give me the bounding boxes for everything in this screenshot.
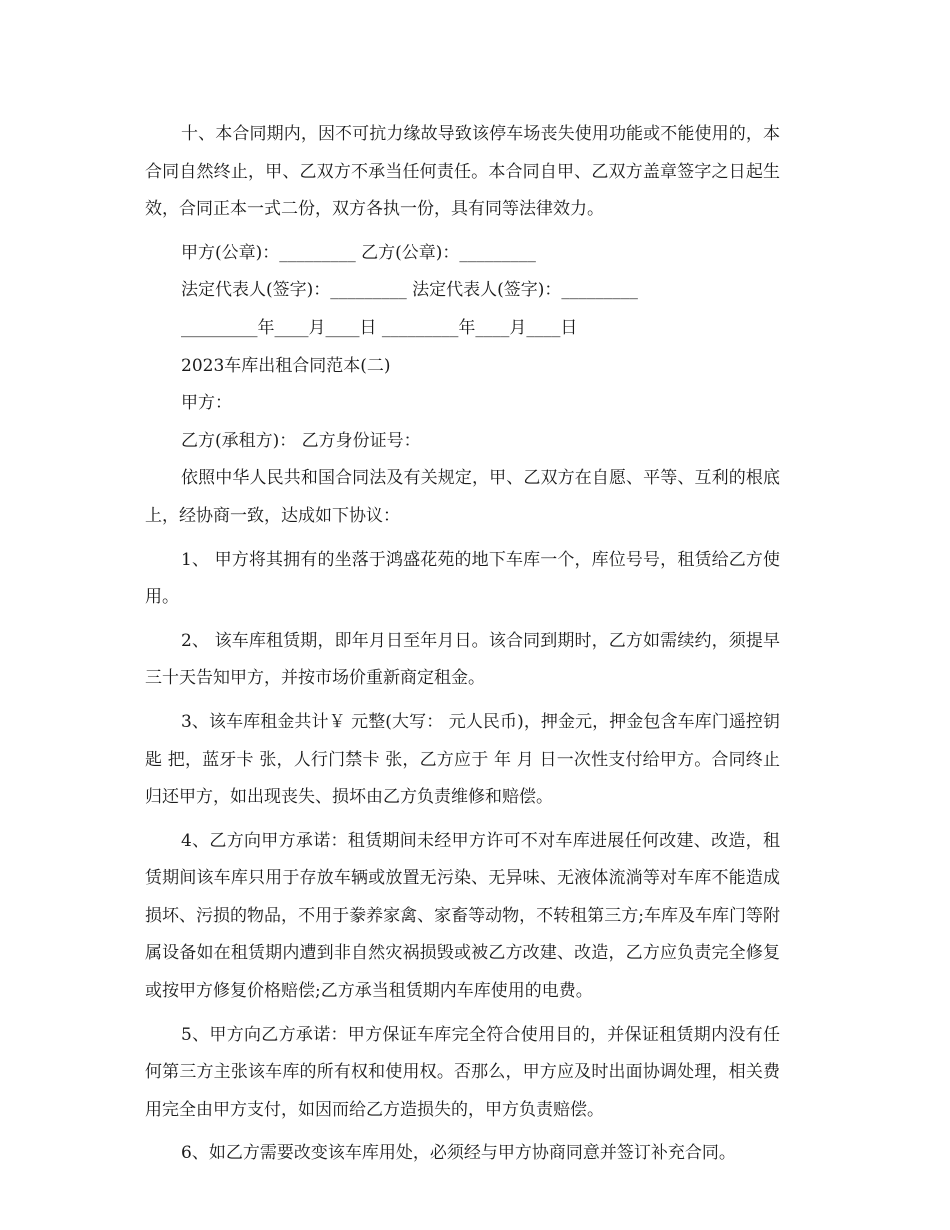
party-a-line: 甲方： xyxy=(181,393,232,414)
clause-item-5: 5、甲方向乙方承诺：甲方保证车库完全符合使用目的，并保证租赁期内没有任何第三方主张该车库的所有权和使用权。否那么，甲方应及时出面协调处理，相关费用完全由甲方支付，如因而给乙方造损失的，甲方负责赔偿。 xyxy=(145,1024,780,1120)
clause-item-1: 1、 甲方将其拥有的坐落于鸿盛花苑的地下车库一个，库位号号，租赁给乙方使用。 xyxy=(145,549,780,608)
section-title: 2023车库出租合同范本(二) xyxy=(181,355,391,376)
clause-item-4: 4、乙方向甲方承诺：租赁期间未经甲方许可不对车库进展任何改建、改造，租赁期间该车库只用于存放车辆或放置无污染、无异味、无液体流淌等对车库不能造成损坏、污损的物品，不用于豢养家禽、家畜等动物，不转租第三方;车库及车库门等附属设备如在租赁期内遭到非自然灾祸损毁或被乙方改建、改造，乙方应负责完全修复或按甲方修复价格赔偿;乙方承当租赁期内车库使用的电费。 xyxy=(145,830,780,1002)
clause-item-3: 3、该车库租金共计￥ 元整(大写： 元人民币)，押金元，押金包含车库门遥控钥匙 把，蓝牙卡 张，人行门禁卡 张，乙方应于 年 月 日一次性支付给甲方。合同终止归还甲方，如出现丧失、损坏由乙方负责维修和赔偿。 xyxy=(145,711,780,808)
signature-representative-line: 法定代表人(签字)：_________ 法定代表人(签字)：_________ xyxy=(181,280,638,301)
signature-seal-line: 甲方(公章)：_________ 乙方(公章)：_________ xyxy=(181,242,536,263)
clause-item-6: 6、如乙方需要改变该车库用处，必须经与甲方协商同意并签订补充合同。 xyxy=(181,1143,736,1164)
signature-date-line: _________年____月____日 _________年____月____日 xyxy=(181,317,578,338)
intro-paragraph: 依照中华人民共和国合同法及有关规定，甲、乙双方在自愿、平等、互利的根底上，经协商一致，达成如下协议： xyxy=(145,468,780,526)
clause-item-2: 2、 该车库租赁期，即年月日至年月日。该合同到期时，乙方如需续约，须提早三十天告知甲方，并按市场价重新商定租金。 xyxy=(145,630,780,689)
clause-10: 十、本合同期内，因不可抗力缘故导致该停车场丧失使用功能或不能使用的，本合同自然终止，甲、乙双方不承当任何责任。本合同自甲、乙双方盖章签字之日起生效，合同正本一式二份，双方各执一份，具有同等法律效力。 xyxy=(145,124,780,220)
party-b-line: 乙方(承租方)： 乙方身份证号： xyxy=(181,430,421,451)
